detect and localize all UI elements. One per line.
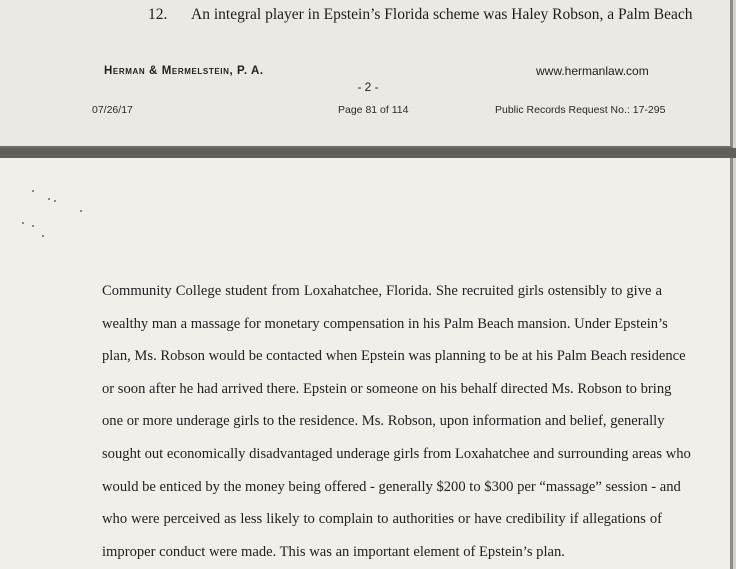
text-line: would be enticed by the money being offered - generally $200 to $300 per “massage” session - and	[102, 478, 681, 495]
text-line: who were perceived as less likely to complain to authorities or have credibility if allegations of	[102, 511, 662, 528]
text-line: improper conduct were made. This was an important element of Epstein’s plan.	[102, 543, 565, 560]
footer-records-request: Public Records Request No.: 17-295	[495, 104, 666, 116]
paragraph-12-first-line	[148, 6, 693, 24]
scan-specks	[18, 188, 98, 248]
text-line: one or more underage girls to the residence. Ms. Robson, upon information and belief, generally	[102, 413, 665, 430]
firm-name: Herman & Mermelstein, P. A.	[104, 65, 264, 77]
speck	[22, 222, 24, 224]
speck	[32, 225, 34, 227]
speck	[32, 190, 34, 192]
text-line: wealthy man a massage for monetary compensation in his Palm Beach mansion. Under Epstein’s	[102, 315, 668, 332]
text-line: plan, Ms. Robson would be contacted when Epstein was planning to be at his Palm Beach residence	[102, 348, 686, 365]
document-page-top	[0, 0, 733, 148]
page-separator	[0, 148, 736, 158]
text-line: sought out economically disadvantaged underage girls from Loxahatchee and surrounding areas who	[102, 445, 691, 462]
footer-date: 07/26/17	[92, 104, 133, 116]
text-line: Community College student from Loxahatchee, Florida. She recruited girls ostensibly to give a	[102, 283, 662, 299]
speck	[54, 200, 56, 202]
speck	[80, 210, 82, 212]
page-marker: - 2 -	[357, 80, 379, 94]
speck	[48, 198, 50, 200]
text-line: or soon after he had arrived there. Epstein or someone on his behalf directed Ms. Robson to bring	[102, 380, 672, 397]
paragraph-number: 12.	[148, 6, 168, 23]
paragraph-text: An integral player in Epstein’s Florida scheme was Haley Robson, a Palm Beach	[191, 6, 693, 23]
paragraph-body	[102, 275, 691, 568]
speck	[42, 235, 44, 237]
document-page-bottom	[0, 158, 733, 569]
footer-page-count: Page 81 of 114	[338, 104, 409, 116]
firm-website: www.hermanlaw.com	[536, 64, 649, 78]
